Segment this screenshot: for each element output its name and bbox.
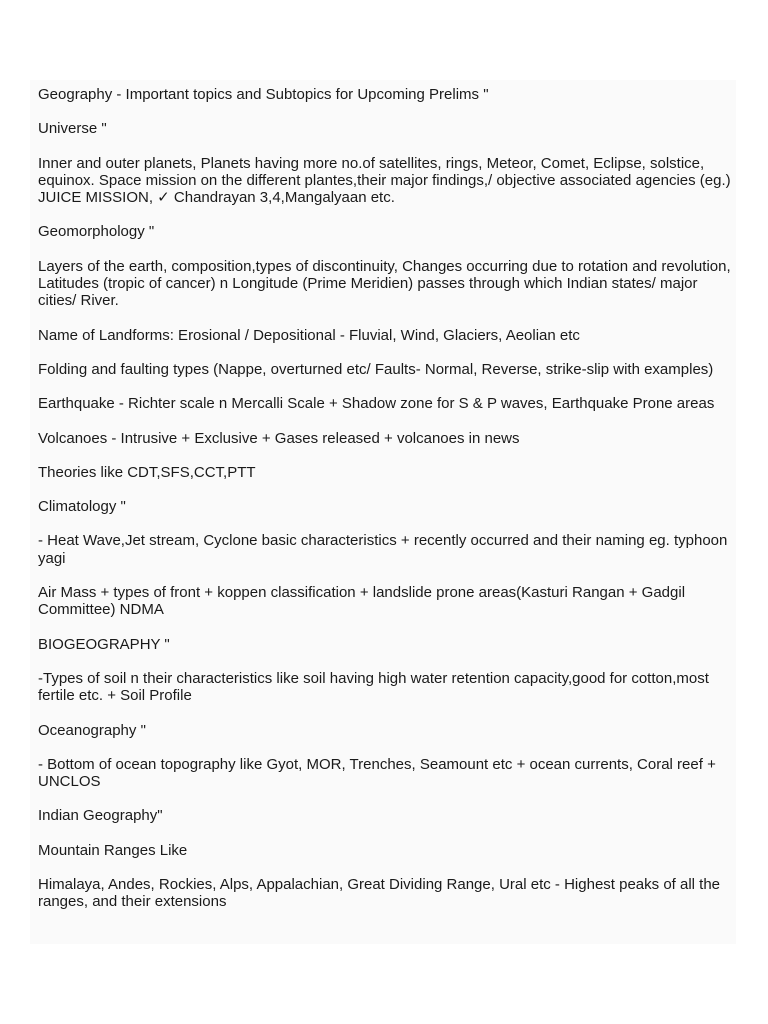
section-heading-oceanography: Oceanography " [38,721,146,739]
paragraph-earth-layers: Layers of the earth, composition,types of discontinuity, Changes occurring due to rotation and revolution, Latitudes (tropic of cancer) n Longitude (Prime Meridien) passes through which Indian states/ major cities/ River. [38,257,731,310]
section-heading-indian-geography: Indian Geography" [38,807,163,825]
paragraph-air-mass: Air Mass + types of front + koppen classification + landslide prone areas(Kasturi Rangan + Gadgil Committee) NDMA [38,584,686,619]
paragraph-soil-types: -Types of soil n their characteristics like soil having high water retention capacity,good for cotton,most fertile etc. + Soil Profile [38,669,709,705]
section-heading-universe: Universe " [38,120,107,138]
paragraph-mountain-ranges: Himalaya, Andes, Rockies, Alps, Appalachian, Great Dividing Range, Ural etc - Highest peaks of all the ranges, and their extensions [38,876,721,911]
paragraph-volcanoes: Volcanoes - Intrusive + Exclusive + Gases released + volcanoes in news [38,429,520,447]
section-heading-geomorphology: Geomorphology " [38,223,155,241]
document-title: Geography - Important topics and Subtopics for Upcoming Prelims " [38,86,489,103]
section-heading-climatology: Climatology " [38,498,126,516]
paragraph-theories: Theories like CDT,SFS,CCT,PTT [38,463,256,481]
paragraph-landforms: Name of Landforms: Erosional / Depositional - Fluvial, Wind, Glaciers, Aeolian etc [38,326,580,344]
subheading-mountain-ranges: Mountain Ranges Like [38,841,188,859]
paragraph-earthquake: Earthquake - Richter scale n Mercalli Scale + Shadow zone for S & P waves, Earthquake Prone areas [38,395,715,413]
paragraph-ocean-topography: - Bottom of ocean topography like Gyot, MOR, Trenches, Seamount etc + ocean currents, Coral reef + UNCLOS [38,755,716,791]
section-heading-biogeography: BIOGEOGRAPHY " [38,635,170,653]
paragraph-universe-topics: Inner and outer planets, Planets having more no.of satellites, rings, Meteor, Comet, Eclipse, solstice, equinox. Space mission on the different plantes,their major findings,/ objective associated agencies (eg.) JUICE MISSION, ✓ Chandrayan 3,4,Mangalyaan etc. [38,154,731,207]
document-body [38,86,738,911]
paragraph-heat-wave: - Heat Wave,Jet stream, Cyclone basic characteristics + recently occurred and their naming eg. typhoon yagi [38,532,728,567]
paragraph-folding-faulting: Folding and faulting types (Nappe, overturned etc/ Faults- Normal, Reverse, strike-slip with examples) [38,360,714,378]
